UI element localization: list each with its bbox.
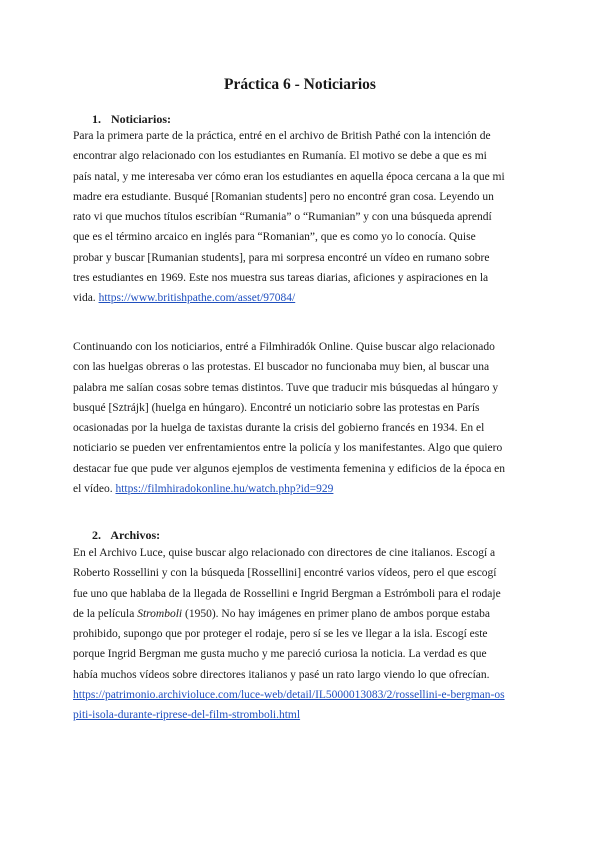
text-line: Continuando con los noticiarios, entré a Filmhiradók Online. Quise buscar algo relacionado xyxy=(73,341,495,353)
text-line: Roberto Rossellini y con la búsqueda [Rossellini] encontré varios vídeos, pero el que escogí xyxy=(73,567,497,580)
text-line: rato vi que muchos títulos escribían “Rumania” o “Rumanian” y con una búsqueda aprendí xyxy=(73,211,492,224)
paragraph-archivio-luce xyxy=(73,543,533,726)
text-line: probar y buscar [Rumanian students], para mi sorpresa encontré un vídeo en rumano sobre xyxy=(73,251,490,264)
text-line: porque Ingrid Bergman me gusta mucho y me pareció curiosa la noticia. La verdad es que xyxy=(73,648,487,661)
text-line-with-italic xyxy=(73,604,533,624)
section-number: 2. xyxy=(92,528,101,542)
section-number: 1. xyxy=(92,112,101,126)
text-line: país natal, y me interesaba ver cómo eran los estudiantes en aquella época cercana a la que mi xyxy=(73,170,505,183)
film-title: Stromboli xyxy=(137,607,183,620)
filmhiradok-link[interactable]: https://filmhiradokonline.hu/watch.php?id=929 xyxy=(115,483,334,496)
text-fragment: (1950). No hay imágenes en primer plano de ambos porque estaba xyxy=(182,607,490,620)
archivio-luce-link[interactable]: https://patrimonio.archivioluce.com/luce-web/detail/IL5000013083/2/rossellini-e-bergman-os xyxy=(73,689,505,702)
text-line: destacar fue que pude ver algunos ejemplos de vestimenta femenina y edificios de la época en xyxy=(73,462,506,475)
text-line: madre era estudiante. Busqué [Romanian students] pero no encontré gran cosa. Leyendo un xyxy=(73,190,494,203)
text-line: noticiario se pueden ver enfrentamientos entre la policía y los manifestantes. Algo que quiero xyxy=(73,442,503,455)
link-prefix: vida. xyxy=(73,292,99,305)
text-line: busqué [Sztrájk] (huelga en húngaro). Encontré un noticiario sobre las protestas en París xyxy=(73,401,480,414)
section-heading-label: Noticiarios: xyxy=(111,112,171,126)
document-title: Práctica 6 - Noticiarios xyxy=(224,76,376,93)
text-fragment: de la película xyxy=(73,607,138,620)
paragraph-british-pathe xyxy=(73,126,533,309)
text-line-with-link xyxy=(73,479,533,499)
archivio-luce-link-line-2[interactable] xyxy=(73,705,533,725)
section-heading-noticiarios xyxy=(92,112,171,127)
text-line: En el Archivo Luce, quise buscar algo relacionado con directores de cine italianos. Escogí a xyxy=(73,547,496,559)
text-line: encontrar algo relacionado con los estudiantes en Rumanía. El motivo se debe a que es mi xyxy=(73,150,487,163)
link-prefix: el vídeo. xyxy=(73,483,116,496)
section-heading-archivos xyxy=(92,528,160,543)
text-line: prohibido, supongo que por proteger el rodaje, pero sí se les ve llegar a la isla. Escogí este xyxy=(73,628,488,641)
archivio-luce-link-line-1[interactable] xyxy=(73,685,533,705)
british-pathe-link[interactable]: https://www.britishpathe.com/asset/97084/ xyxy=(98,292,296,305)
text-line: ocasionadas por la huelga de taxistas durante la crisis del gobierno francés en 1934. En el xyxy=(73,422,485,435)
text-line: tres estudiantes en 1969. Este nos muestra sus tareas diarias, aficiones y aspiraciones en la xyxy=(73,272,489,285)
text-line: que es el término arcaico en inglés para “Romanian”, que es como yo lo conocía. Quise xyxy=(73,231,476,244)
paragraph-filmhiradok xyxy=(73,337,533,499)
text-line: palabra me salían cosas sobre temas distintos. Tuve que traducir mis búsquedas al húngaro y xyxy=(73,381,499,394)
text-line: con las huelgas obreras o las protestas. El buscador no funcionaba muy bien, al buscar una xyxy=(73,361,490,374)
text-line: Para la primera parte de la práctica, entré en el archivo de British Pathé con la intención de xyxy=(73,130,491,142)
text-line-with-link xyxy=(73,288,533,308)
text-line: fue uno que hablaba de la llegada de Rossellini e Ingrid Bergman a Estrómboli para el rodaje xyxy=(73,587,501,600)
archivio-luce-link-continued[interactable]: piti-isola-durante-riprese-del-film-stromboli.html xyxy=(73,709,301,722)
text-line: había muchos vídeos sobre directores italianos y pasé un rato largo viendo lo que ofrecían. xyxy=(73,668,490,681)
section-heading-label: Archivos: xyxy=(110,528,161,542)
